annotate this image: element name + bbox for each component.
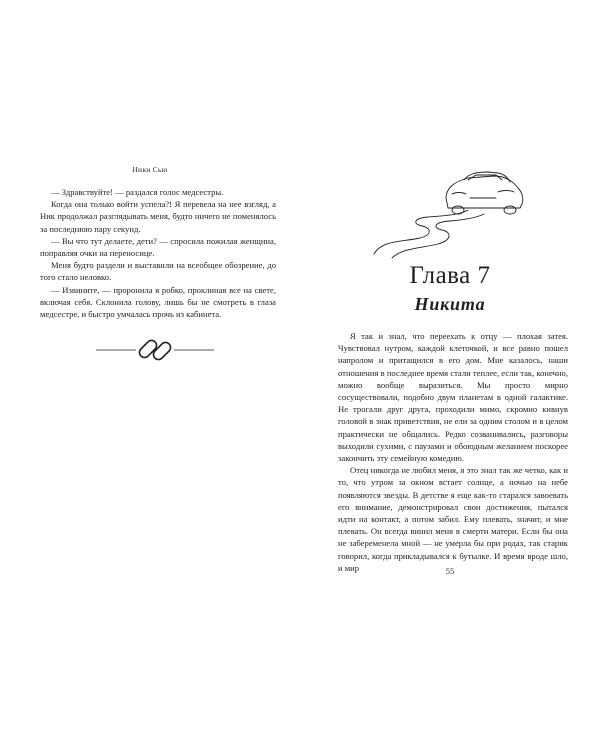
paragraph: Меня будто раздели и выставили на всеобщее обозрение, до того стало неловко. xyxy=(40,260,276,283)
right-body-text xyxy=(338,330,568,574)
paragraph: Когда она только войти успела?! Я перевела на нее взгляд, а Ник продолжал разглядывать меня, будто ничего не поменялось за последнюю пару секунд. xyxy=(40,199,276,234)
paragraph: — Здравствуйте! — раздался голос медсестры. xyxy=(51,187,224,197)
page-number: 55 xyxy=(445,566,455,576)
chapter-subtitle: Никита xyxy=(414,294,486,314)
chapter-title: Глава 7 xyxy=(409,262,491,289)
paragraph: — Вы что тут делаете, дети? — спросила пожилая женщина, поправляя очки на переносице. xyxy=(40,235,276,259)
sports-car-on-road-icon xyxy=(372,168,532,260)
paragraph: — Извините, — проронила я робко, проклиная все на свете, включая себя. Склонила голову, лишь бы не смотреть в глаза медсестре, и быстро умчалась прочь из кабинета. xyxy=(40,284,276,320)
left-body-text xyxy=(40,186,276,320)
paragraph: Я так и знал, что переехать к отцу — плохая затея. Чувствовал нутром, каждой клеточкой, и все равно пошел напролом и притащился в его дом. Мне казалось, наши отношения в последнее время стали теплее, если так, конечно, можно вообще выразиться. Мы просто мирно сосуществовали, подобно двум планетам в одной галактике. Не трогали друг друга, проходили мимо, скромно кивнув головой в знак приветствия, не ели за одним столом и в целом практически не общались. Редко созванивались, разговоры выходили сухими, с паузами и обоюдным желанием поскорее закончить эту семейную комедию. xyxy=(338,331,568,464)
chain-links-icon xyxy=(96,330,214,370)
running-head: Ники Сью xyxy=(132,165,168,174)
paragraph: Отец никогда не любил меня, я это знал так же четко, как и то, что утром за окном встает солнце, а ночью на небе появляются звезды. В детстве я еще как-то старался завоевать его внимание, демонстрировал свои достижения, пытался идти на контакт, а потом забил. Ему плевать, значит, и мне плевать. Он всегда винил меня в смерти матери. Если бы она не забеременела мной — не умерла бы при родах, так старик говорил, когда прикладывался к бутылке. И время вроде шло, и мир xyxy=(338,465,568,573)
